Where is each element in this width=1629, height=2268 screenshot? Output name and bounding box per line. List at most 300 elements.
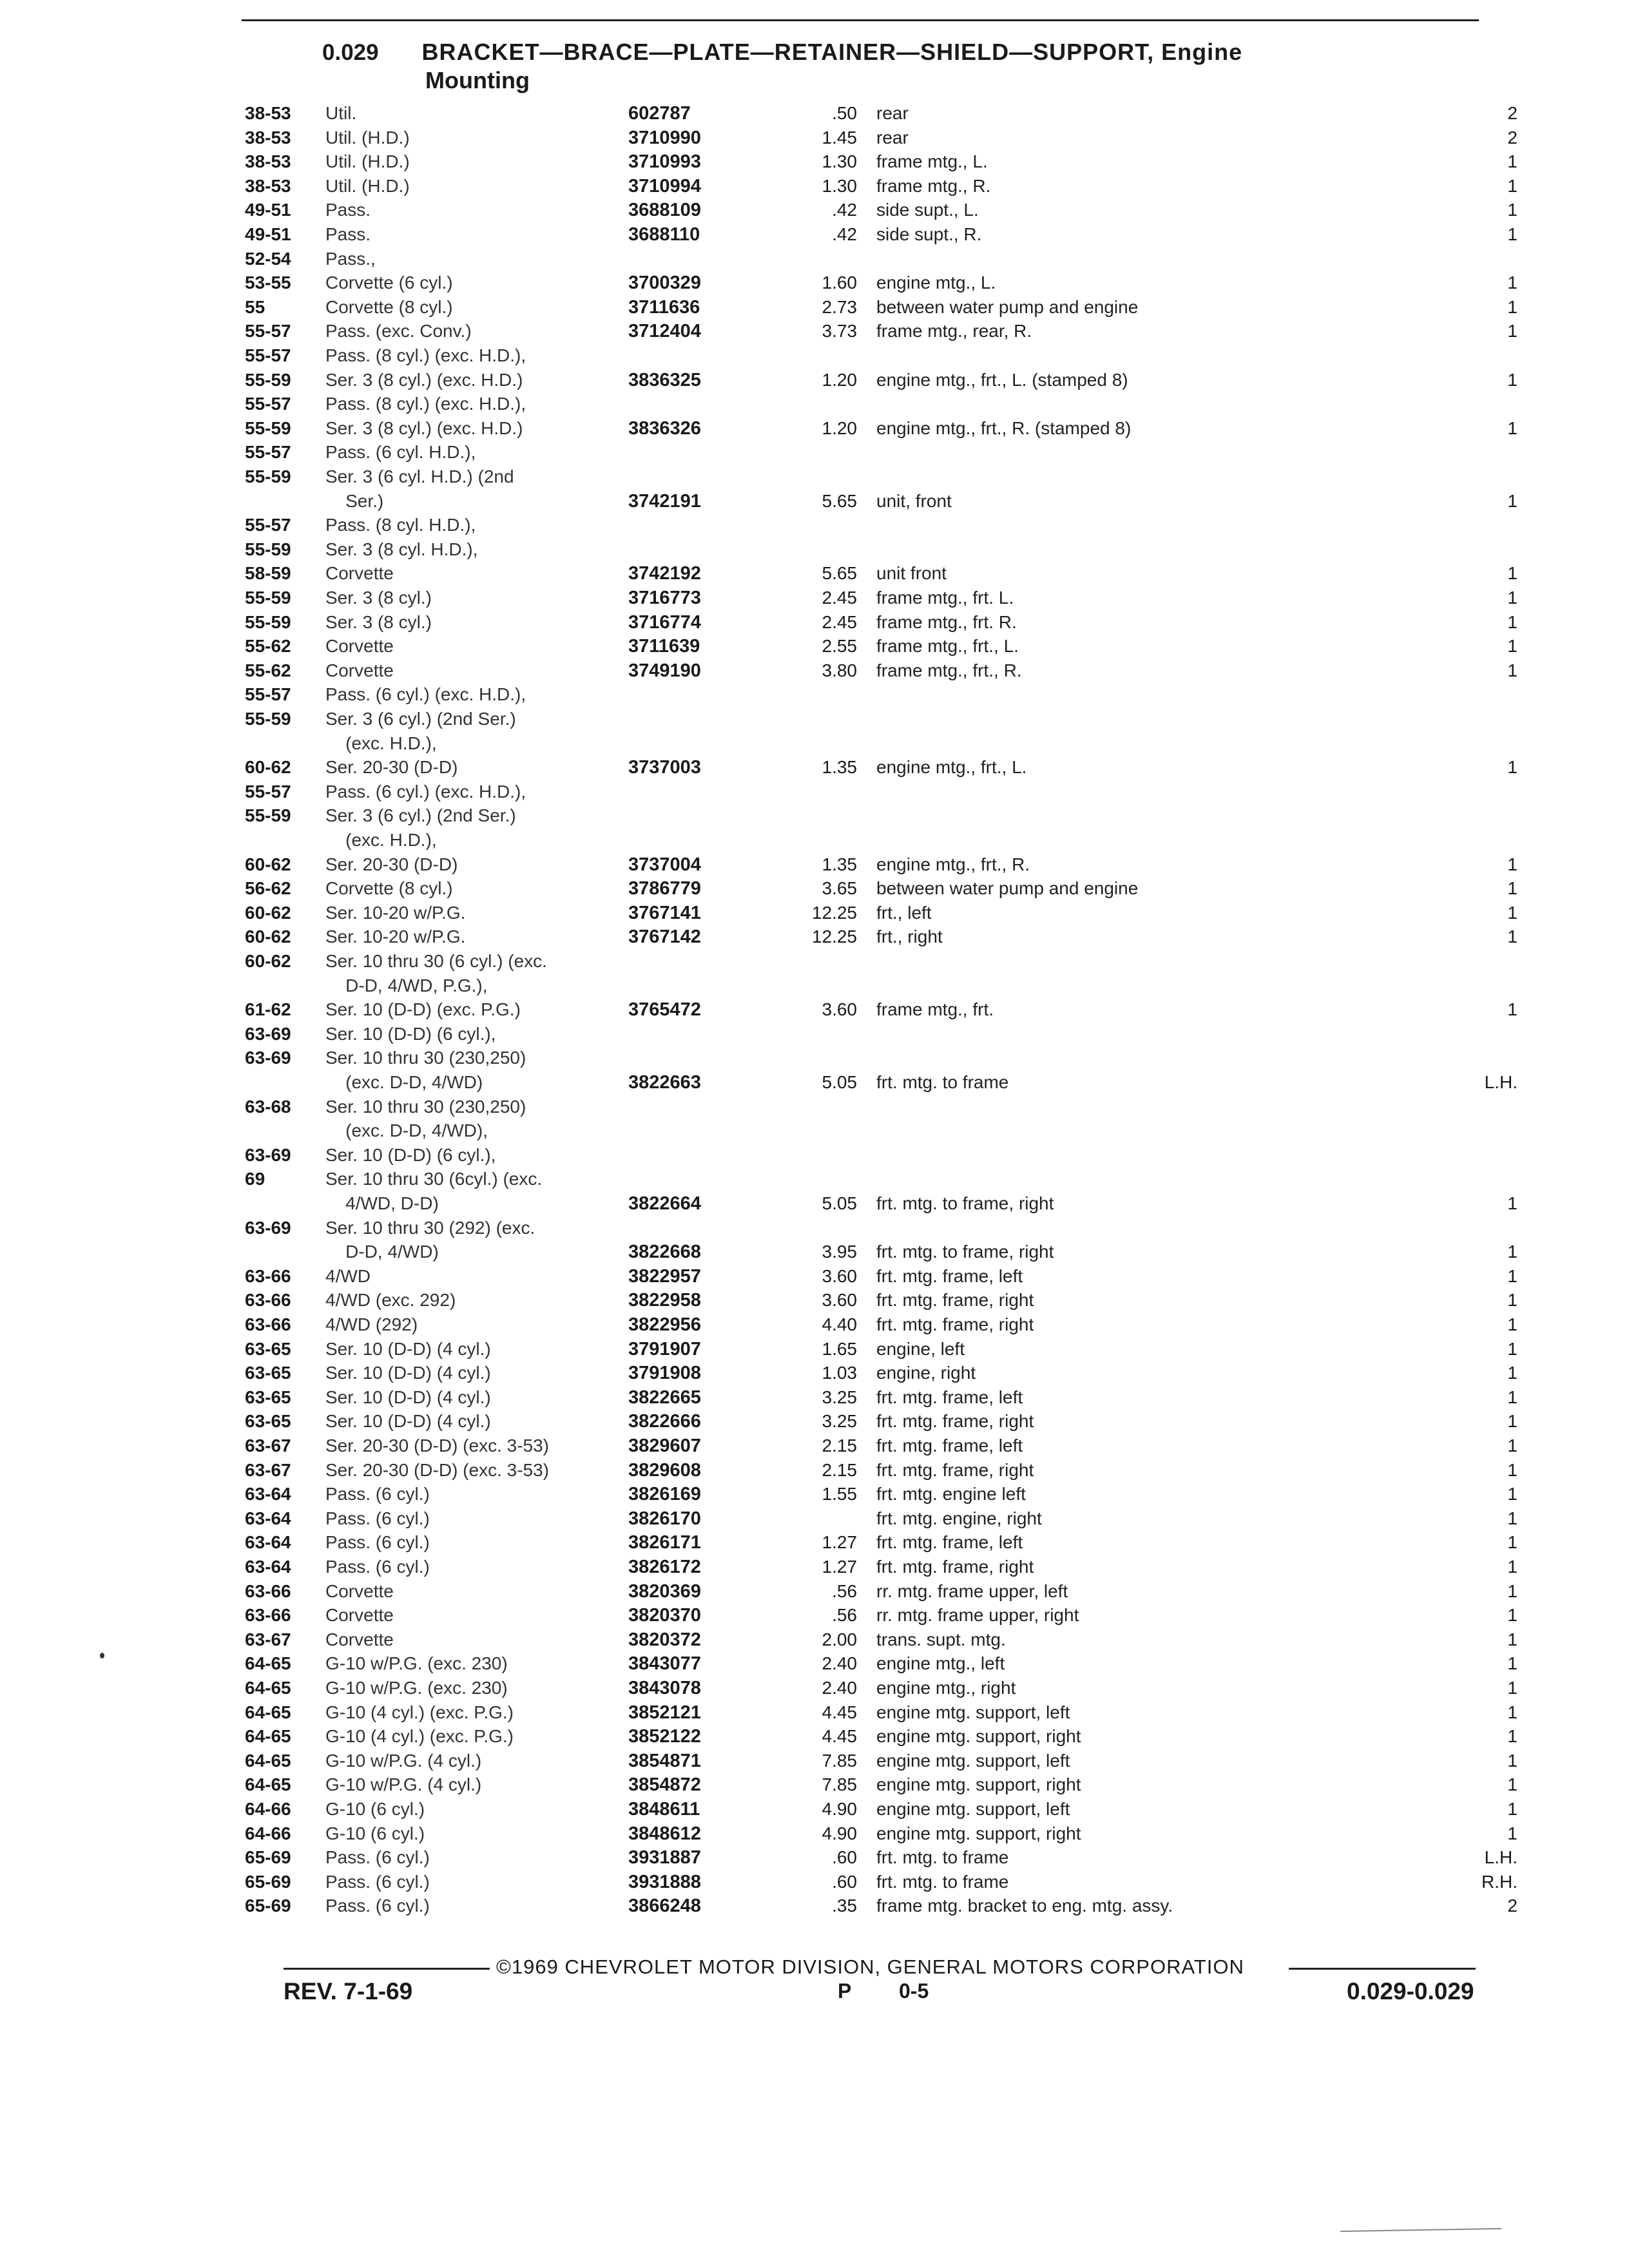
model: (exc. D-D, 4/WD)	[325, 1072, 483, 1092]
model: Ser. 3 (6 cyl.) (2nd Ser.)	[325, 805, 516, 826]
model: Pass. (6 cyl.) (exc. H.D.),	[325, 781, 526, 802]
model: Ser. 10 (D-D) (exc. P.G.)	[325, 999, 521, 1020]
model: Corvette	[325, 660, 394, 680]
description: engine mtg. support, left	[876, 1750, 1070, 1771]
weight: 4.45	[822, 1702, 857, 1722]
weight: 1.60	[822, 273, 857, 293]
year-range: 60-62	[245, 927, 291, 947]
part-number: 3826172	[628, 1557, 701, 1577]
model: Corvette	[325, 1605, 394, 1626]
description: frt. mtg. frame, right	[876, 1290, 1034, 1311]
page-letter: P	[838, 1979, 852, 2003]
model: Ser. 3 (8 cyl.)	[325, 611, 432, 632]
year-range: 63-69	[245, 1048, 291, 1068]
part-number: 3742192	[628, 563, 701, 584]
weight: .42	[832, 200, 857, 220]
quantity: 1	[1507, 1774, 1518, 1795]
quantity: 1	[1507, 1508, 1518, 1528]
year-range: 63-65	[245, 1387, 291, 1407]
description: rear	[876, 103, 909, 123]
description: engine mtg., frt., R. (stamped 8)	[876, 418, 1132, 438]
part-number: 3820370	[628, 1605, 701, 1626]
weight: 5.65	[822, 490, 857, 511]
weight: 2.45	[822, 588, 857, 608]
description: frt. mtg. frame, right	[876, 1411, 1034, 1432]
year-range: 55-59	[245, 709, 291, 729]
part-number: 3931888	[628, 1871, 701, 1892]
year-range: 63-65	[245, 1338, 291, 1359]
model: Util.	[325, 103, 357, 123]
description: frt. mtg. to frame	[876, 1847, 1009, 1868]
part-number: 3700329	[628, 273, 701, 294]
part-number: 3737003	[628, 757, 701, 778]
part-number: 3852122	[628, 1726, 701, 1747]
year-range: 55-59	[245, 466, 291, 486]
model: Corvette (8 cyl.)	[325, 878, 453, 899]
part-number: 3716774	[628, 611, 701, 633]
description: frt., left	[876, 902, 932, 923]
quantity: 1	[1507, 224, 1518, 244]
model: Pass. (6 cyl.)	[325, 1532, 430, 1553]
part-number: 3822956	[628, 1314, 701, 1335]
model: Corvette	[325, 636, 394, 657]
year-range: 63-67	[245, 1459, 291, 1480]
year-range: 64-66	[245, 1823, 291, 1843]
description: between water pump and engine	[876, 296, 1139, 317]
weight: 2.73	[822, 296, 857, 317]
model: Pass. (6 cyl.) (exc. H.D.),	[325, 684, 526, 705]
year-range: 64-65	[245, 1750, 291, 1771]
year-range: 63-68	[245, 1096, 291, 1117]
description: engine mtg. support, right	[876, 1774, 1081, 1795]
description: engine mtg., frt., L. (stamped 8)	[876, 369, 1128, 390]
weight: 1.30	[822, 151, 857, 172]
model: Ser. 3 (8 cyl.) (exc. H.D.)	[325, 418, 523, 438]
weight: .56	[832, 1581, 857, 1601]
year-range: 65-69	[245, 1847, 291, 1868]
model: G-10 (4 cyl.) (exc. P.G.)	[325, 1726, 514, 1747]
quantity: 1	[1507, 175, 1518, 196]
weight: 1.30	[822, 175, 857, 196]
year-range: 55-59	[245, 611, 291, 632]
model: Ser. 10 (D-D) (4 cyl.)	[325, 1338, 491, 1359]
weight: 2.15	[822, 1459, 857, 1480]
part-number: 3829607	[628, 1436, 701, 1456]
weight: 1.03	[822, 1363, 857, 1383]
description: frt. mtg. to frame	[876, 1871, 1009, 1892]
year-range: 65-69	[245, 1871, 291, 1892]
model: Corvette	[325, 1581, 394, 1601]
year-range: 55-57	[245, 781, 291, 802]
quantity: 1	[1507, 878, 1518, 899]
model: Ser. 3 (6 cyl. H.D.) (2nd	[325, 466, 514, 486]
part-number: 3866248	[628, 1896, 701, 1917]
description: engine mtg. support, right	[876, 1726, 1081, 1747]
footer-rule-right	[1289, 1968, 1476, 1970]
model: Ser. 3 (8 cyl. H.D.),	[325, 539, 478, 559]
model: Pass. (8 cyl.) (exc. H.D.),	[325, 394, 526, 414]
description: engine mtg. support, left	[876, 1799, 1070, 1819]
year-range: 69	[245, 1169, 265, 1189]
description: frame mtg. bracket to eng. mtg. assy.	[876, 1896, 1173, 1916]
year-range: 52-54	[245, 248, 291, 269]
year-range: 63-65	[245, 1363, 291, 1383]
part-number: 3786779	[628, 878, 701, 899]
part-number: 3710994	[628, 175, 701, 197]
page-number: 0-5	[899, 1979, 929, 2003]
year-range: 58-59	[245, 563, 291, 584]
quantity: 1	[1507, 321, 1518, 341]
description: frame mtg., rear, R.	[876, 321, 1032, 341]
description: frt. mtg. frame, left	[876, 1265, 1023, 1286]
quantity: 1	[1507, 854, 1518, 874]
model: 4/WD	[325, 1265, 371, 1286]
year-range: 63-65	[245, 1411, 291, 1432]
quantity: 1	[1507, 1387, 1518, 1407]
quantity: 1	[1507, 1436, 1518, 1456]
quantity: 1	[1507, 1823, 1518, 1843]
part-number: 3791908	[628, 1363, 701, 1384]
part-number: 3737004	[628, 854, 701, 875]
model: Pass. (6 cyl.)	[325, 1557, 430, 1577]
model: D-D, 4/WD)	[325, 1242, 439, 1262]
description: engine mtg., frt., R.	[876, 854, 1030, 874]
description: frt. mtg. frame, left	[876, 1436, 1023, 1456]
year-range: 55-59	[245, 539, 291, 559]
part-number: 3852121	[628, 1702, 701, 1723]
section-title: BRACKET—BRACE—PLATE—RETAINER—SHIELD—SUPPORT, Engine	[421, 39, 1243, 65]
part-number: 3822958	[628, 1290, 701, 1311]
quantity: 1	[1507, 1653, 1518, 1674]
weight: 3.80	[822, 660, 857, 680]
model: Ser. 20-30 (D-D) (exc. 3-53)	[325, 1459, 549, 1480]
quantity: 2	[1507, 103, 1518, 123]
year-range: 64-65	[245, 1702, 291, 1722]
weight: 1.65	[822, 1338, 857, 1359]
weight: 1.20	[822, 369, 857, 390]
model: Ser. 10 (D-D) (4 cyl.)	[325, 1411, 491, 1432]
model: G-10 w/P.G. (exc. 230)	[325, 1678, 508, 1698]
description: frame mtg., frt., L.	[876, 636, 1019, 657]
year-range: 63-64	[245, 1532, 291, 1553]
model: Ser. 20-30 (D-D)	[325, 757, 458, 778]
quantity: 1	[1507, 1750, 1518, 1771]
quantity: 1	[1507, 1411, 1518, 1432]
year-range: 64-65	[245, 1678, 291, 1698]
year-range: 38-53	[245, 127, 291, 148]
quantity: 1	[1507, 1363, 1518, 1383]
weight: .56	[832, 1605, 857, 1626]
description: unit, front	[876, 490, 952, 511]
model: Pass. (6 cyl.)	[325, 1896, 430, 1916]
weight: 1.35	[822, 757, 857, 778]
description: trans. supt. mtg.	[876, 1629, 1006, 1649]
model: Pass. (8 cyl.) (exc. H.D.),	[325, 345, 526, 365]
year-range: 64-65	[245, 1653, 291, 1674]
description: frame mtg., frt. L.	[876, 588, 1014, 608]
year-range: 63-66	[245, 1314, 291, 1334]
weight: 2.40	[822, 1678, 857, 1698]
weight: 3.73	[822, 321, 857, 341]
description: frame mtg., frt., R.	[876, 660, 1022, 680]
quantity: 1	[1507, 757, 1518, 778]
year-range: 63-67	[245, 1629, 291, 1649]
quantity: 1	[1507, 636, 1518, 657]
quantity: 1	[1507, 563, 1518, 584]
description: engine mtg. support, right	[876, 1823, 1081, 1843]
model: Ser. 10-20 w/P.G.	[325, 902, 466, 923]
weight: 2.45	[822, 611, 857, 632]
model: Ser. 10 (D-D) (4 cyl.)	[325, 1387, 491, 1407]
quantity: 2	[1507, 127, 1518, 148]
model: G-10 (4 cyl.) (exc. P.G.)	[325, 1702, 514, 1722]
description: frame mtg., frt. R.	[876, 611, 1017, 632]
part-number: 3820372	[628, 1629, 701, 1650]
quantity: 1	[1507, 1581, 1518, 1601]
year-range: 64-65	[245, 1774, 291, 1795]
model: 4/WD, D-D)	[325, 1193, 439, 1213]
year-range: 60-62	[245, 757, 291, 778]
weight: 2.15	[822, 1436, 857, 1456]
model: Util. (H.D.)	[325, 127, 410, 148]
weight: 1.27	[822, 1557, 857, 1577]
quantity: 1	[1507, 200, 1518, 220]
section-range: 0.029-0.029	[1347, 1978, 1474, 2004]
weight: .35	[832, 1896, 857, 1916]
quantity: 1	[1507, 1799, 1518, 1819]
weight: 1.35	[822, 854, 857, 874]
weight: 12.25	[811, 927, 857, 947]
description: side supt., L.	[876, 200, 979, 220]
part-number: 3711636	[628, 296, 700, 318]
part-number: 3767141	[628, 902, 701, 923]
year-range: 55-59	[245, 588, 291, 608]
section-code: 0.029	[322, 40, 379, 65]
margin-mark	[100, 1653, 104, 1658]
part-number: 3749190	[628, 660, 701, 681]
revision-date: REV. 7-1-69	[284, 1978, 413, 2004]
year-range: 55-59	[245, 369, 291, 390]
weight: 2.40	[822, 1653, 857, 1674]
year-range: 55-57	[245, 321, 291, 341]
quantity: 1	[1507, 1193, 1518, 1213]
weight: 2.55	[822, 636, 857, 657]
model: Ser. 10-20 w/P.G.	[325, 927, 466, 947]
description: engine mtg., right	[876, 1678, 1016, 1698]
quantity: 1	[1507, 1290, 1518, 1311]
description: rr. mtg. frame upper, right	[876, 1605, 1079, 1626]
weight: 7.85	[822, 1750, 857, 1771]
weight: 12.25	[811, 902, 857, 923]
quantity: 1	[1507, 1629, 1518, 1649]
year-range: 63-66	[245, 1605, 291, 1626]
year-range: 55-62	[245, 636, 291, 657]
weight: 5.65	[822, 563, 857, 584]
weight: .60	[832, 1871, 857, 1892]
quantity: 1	[1507, 927, 1518, 947]
part-number: 3854872	[628, 1774, 701, 1796]
model: G-10 w/P.G. (exc. 230)	[325, 1653, 508, 1674]
weight: 3.60	[822, 999, 857, 1020]
part-number: 3822957	[628, 1265, 701, 1287]
description: frt. mtg. frame, right	[876, 1459, 1034, 1480]
part-number: 3829608	[628, 1459, 701, 1481]
weight: 5.05	[822, 1072, 857, 1092]
model: Pass. (exc. Conv.)	[325, 321, 472, 341]
section-title-continued: Mounting	[425, 67, 530, 93]
part-number: 3822668	[628, 1242, 701, 1263]
description: engine mtg. support, left	[876, 1702, 1070, 1722]
weight: 1.55	[822, 1484, 857, 1504]
part-number: 3843077	[628, 1653, 701, 1675]
year-range: 63-66	[245, 1581, 291, 1601]
part-number: 3710990	[628, 127, 701, 148]
quantity: 1	[1507, 611, 1518, 632]
year-range: 64-65	[245, 1726, 291, 1747]
part-number: 3854871	[628, 1750, 701, 1771]
model: G-10 w/P.G. (4 cyl.)	[325, 1774, 482, 1795]
weight: 4.90	[822, 1823, 857, 1843]
model: D-D, 4/WD, P.G.),	[325, 975, 488, 995]
part-number: 3742191	[628, 490, 701, 512]
model: (exc. H.D.),	[325, 830, 437, 850]
part-number: 3820369	[628, 1581, 701, 1602]
part-number: 3712404	[628, 321, 701, 342]
quantity: 1	[1507, 490, 1518, 511]
year-range: 55-57	[245, 515, 291, 535]
quantity: 1	[1507, 1726, 1518, 1747]
year-range: 55-57	[245, 684, 291, 705]
model: Ser. 10 (D-D) (6 cyl.),	[325, 1144, 496, 1165]
year-range: 60-62	[245, 854, 291, 874]
part-number: 3822664	[628, 1193, 701, 1214]
model: Pass.,	[325, 248, 376, 269]
weight: 4.90	[822, 1799, 857, 1819]
year-range: 55-59	[245, 418, 291, 438]
part-number: 3822666	[628, 1411, 701, 1432]
quantity: 1	[1507, 369, 1518, 390]
year-range: 63-64	[245, 1557, 291, 1577]
year-range: 56-62	[245, 878, 291, 899]
quantity: R.H.	[1481, 1871, 1518, 1892]
part-number: 3836325	[628, 369, 701, 390]
part-number: 602787	[628, 103, 691, 124]
model: Pass.	[325, 200, 371, 220]
year-range: 55-57	[245, 394, 291, 414]
quantity: 1	[1507, 1532, 1518, 1553]
model: Util. (H.D.)	[325, 151, 410, 172]
description: rr. mtg. frame upper, left	[876, 1581, 1068, 1601]
quantity: 1	[1507, 151, 1518, 172]
description: engine mtg., left	[876, 1653, 1005, 1674]
quantity: 1	[1507, 1678, 1518, 1698]
model: Pass. (6 cyl.)	[325, 1508, 430, 1528]
footer-rule-left	[284, 1968, 490, 1970]
weight: .42	[832, 224, 857, 244]
part-number: 3710993	[628, 151, 701, 173]
model: Util. (H.D.)	[325, 175, 410, 196]
year-range: 63-67	[245, 1436, 291, 1456]
description: frt. mtg. to frame	[876, 1072, 1009, 1092]
quantity: 1	[1507, 1242, 1518, 1262]
part-number: 3716773	[628, 588, 701, 608]
quantity: 1	[1507, 1484, 1518, 1504]
weight: 3.25	[822, 1411, 857, 1432]
copyright-text: ©1969 CHEVROLET MOTOR DIVISION, GENERAL MOTORS CORPORATION	[496, 1956, 1244, 1978]
model: Ser. 10 thru 30 (230,250)	[325, 1048, 526, 1068]
model: Corvette (8 cyl.)	[325, 296, 453, 317]
quantity: 1	[1507, 1702, 1518, 1722]
description: frt. mtg. frame, left	[876, 1387, 1023, 1407]
description: frt. mtg. frame, left	[876, 1532, 1023, 1553]
description: engine mtg., frt., L.	[876, 757, 1027, 778]
model: Corvette (6 cyl.)	[325, 273, 453, 293]
description: engine mtg., L.	[876, 273, 996, 293]
weight: 5.05	[822, 1193, 857, 1213]
part-number: 3791907	[628, 1338, 701, 1360]
description: frt. mtg. to frame, right	[876, 1242, 1054, 1262]
model: Pass.	[325, 224, 371, 244]
part-number: 3848612	[628, 1823, 701, 1844]
model: Pass. (6 cyl. H.D.),	[325, 442, 476, 463]
year-range: 63-66	[245, 1265, 291, 1286]
year-range: 38-53	[245, 103, 291, 123]
description: frt. mtg. to frame, right	[876, 1193, 1054, 1213]
weight: 4.45	[822, 1726, 857, 1747]
year-range: 38-53	[245, 175, 291, 196]
part-number: 3822663	[628, 1072, 701, 1093]
year-range: 55	[245, 296, 265, 317]
year-range: 60-62	[245, 951, 291, 971]
description: engine, left	[876, 1338, 965, 1359]
model: Corvette	[325, 1629, 394, 1649]
description: engine, right	[876, 1363, 976, 1383]
part-number: 3836326	[628, 418, 701, 439]
year-range: 38-53	[245, 151, 291, 172]
model: Ser. 10 (D-D) (4 cyl.)	[325, 1363, 491, 1383]
description: rear	[876, 127, 909, 148]
year-range: 61-62	[245, 999, 291, 1020]
quantity: 1	[1507, 273, 1518, 293]
part-number: 3711639	[628, 636, 700, 657]
model: Ser. 10 thru 30 (6 cyl.) (exc.	[325, 951, 547, 971]
model: G-10 (6 cyl.)	[325, 1799, 425, 1819]
quantity: 1	[1507, 902, 1518, 923]
description: unit front	[876, 563, 947, 584]
weight: 3.60	[822, 1290, 857, 1311]
year-range: 55-57	[245, 345, 291, 365]
year-range: 55-57	[245, 442, 291, 463]
weight: 3.25	[822, 1387, 857, 1407]
weight: 4.40	[822, 1314, 857, 1334]
weight: 3.65	[822, 878, 857, 899]
model: G-10 w/P.G. (4 cyl.)	[325, 1750, 482, 1771]
year-range: 65-69	[245, 1896, 291, 1916]
quantity: 1	[1507, 1314, 1518, 1334]
part-number: 3822665	[628, 1387, 701, 1408]
model: Ser. 3 (6 cyl.) (2nd Ser.)	[325, 709, 516, 729]
description: frt., right	[876, 927, 943, 947]
description: frame mtg., frt.	[876, 999, 994, 1020]
model: Ser. 10 thru 30 (292) (exc.	[325, 1217, 535, 1238]
year-range: 63-69	[245, 1217, 291, 1238]
part-number: 3848611	[628, 1799, 700, 1820]
year-range: 49-51	[245, 200, 291, 220]
part-number: 3688109	[628, 200, 701, 221]
model: Ser. 20-30 (D-D) (exc. 3-53)	[325, 1436, 549, 1456]
quantity: L.H.	[1484, 1072, 1518, 1092]
weight: 1.20	[822, 418, 857, 438]
